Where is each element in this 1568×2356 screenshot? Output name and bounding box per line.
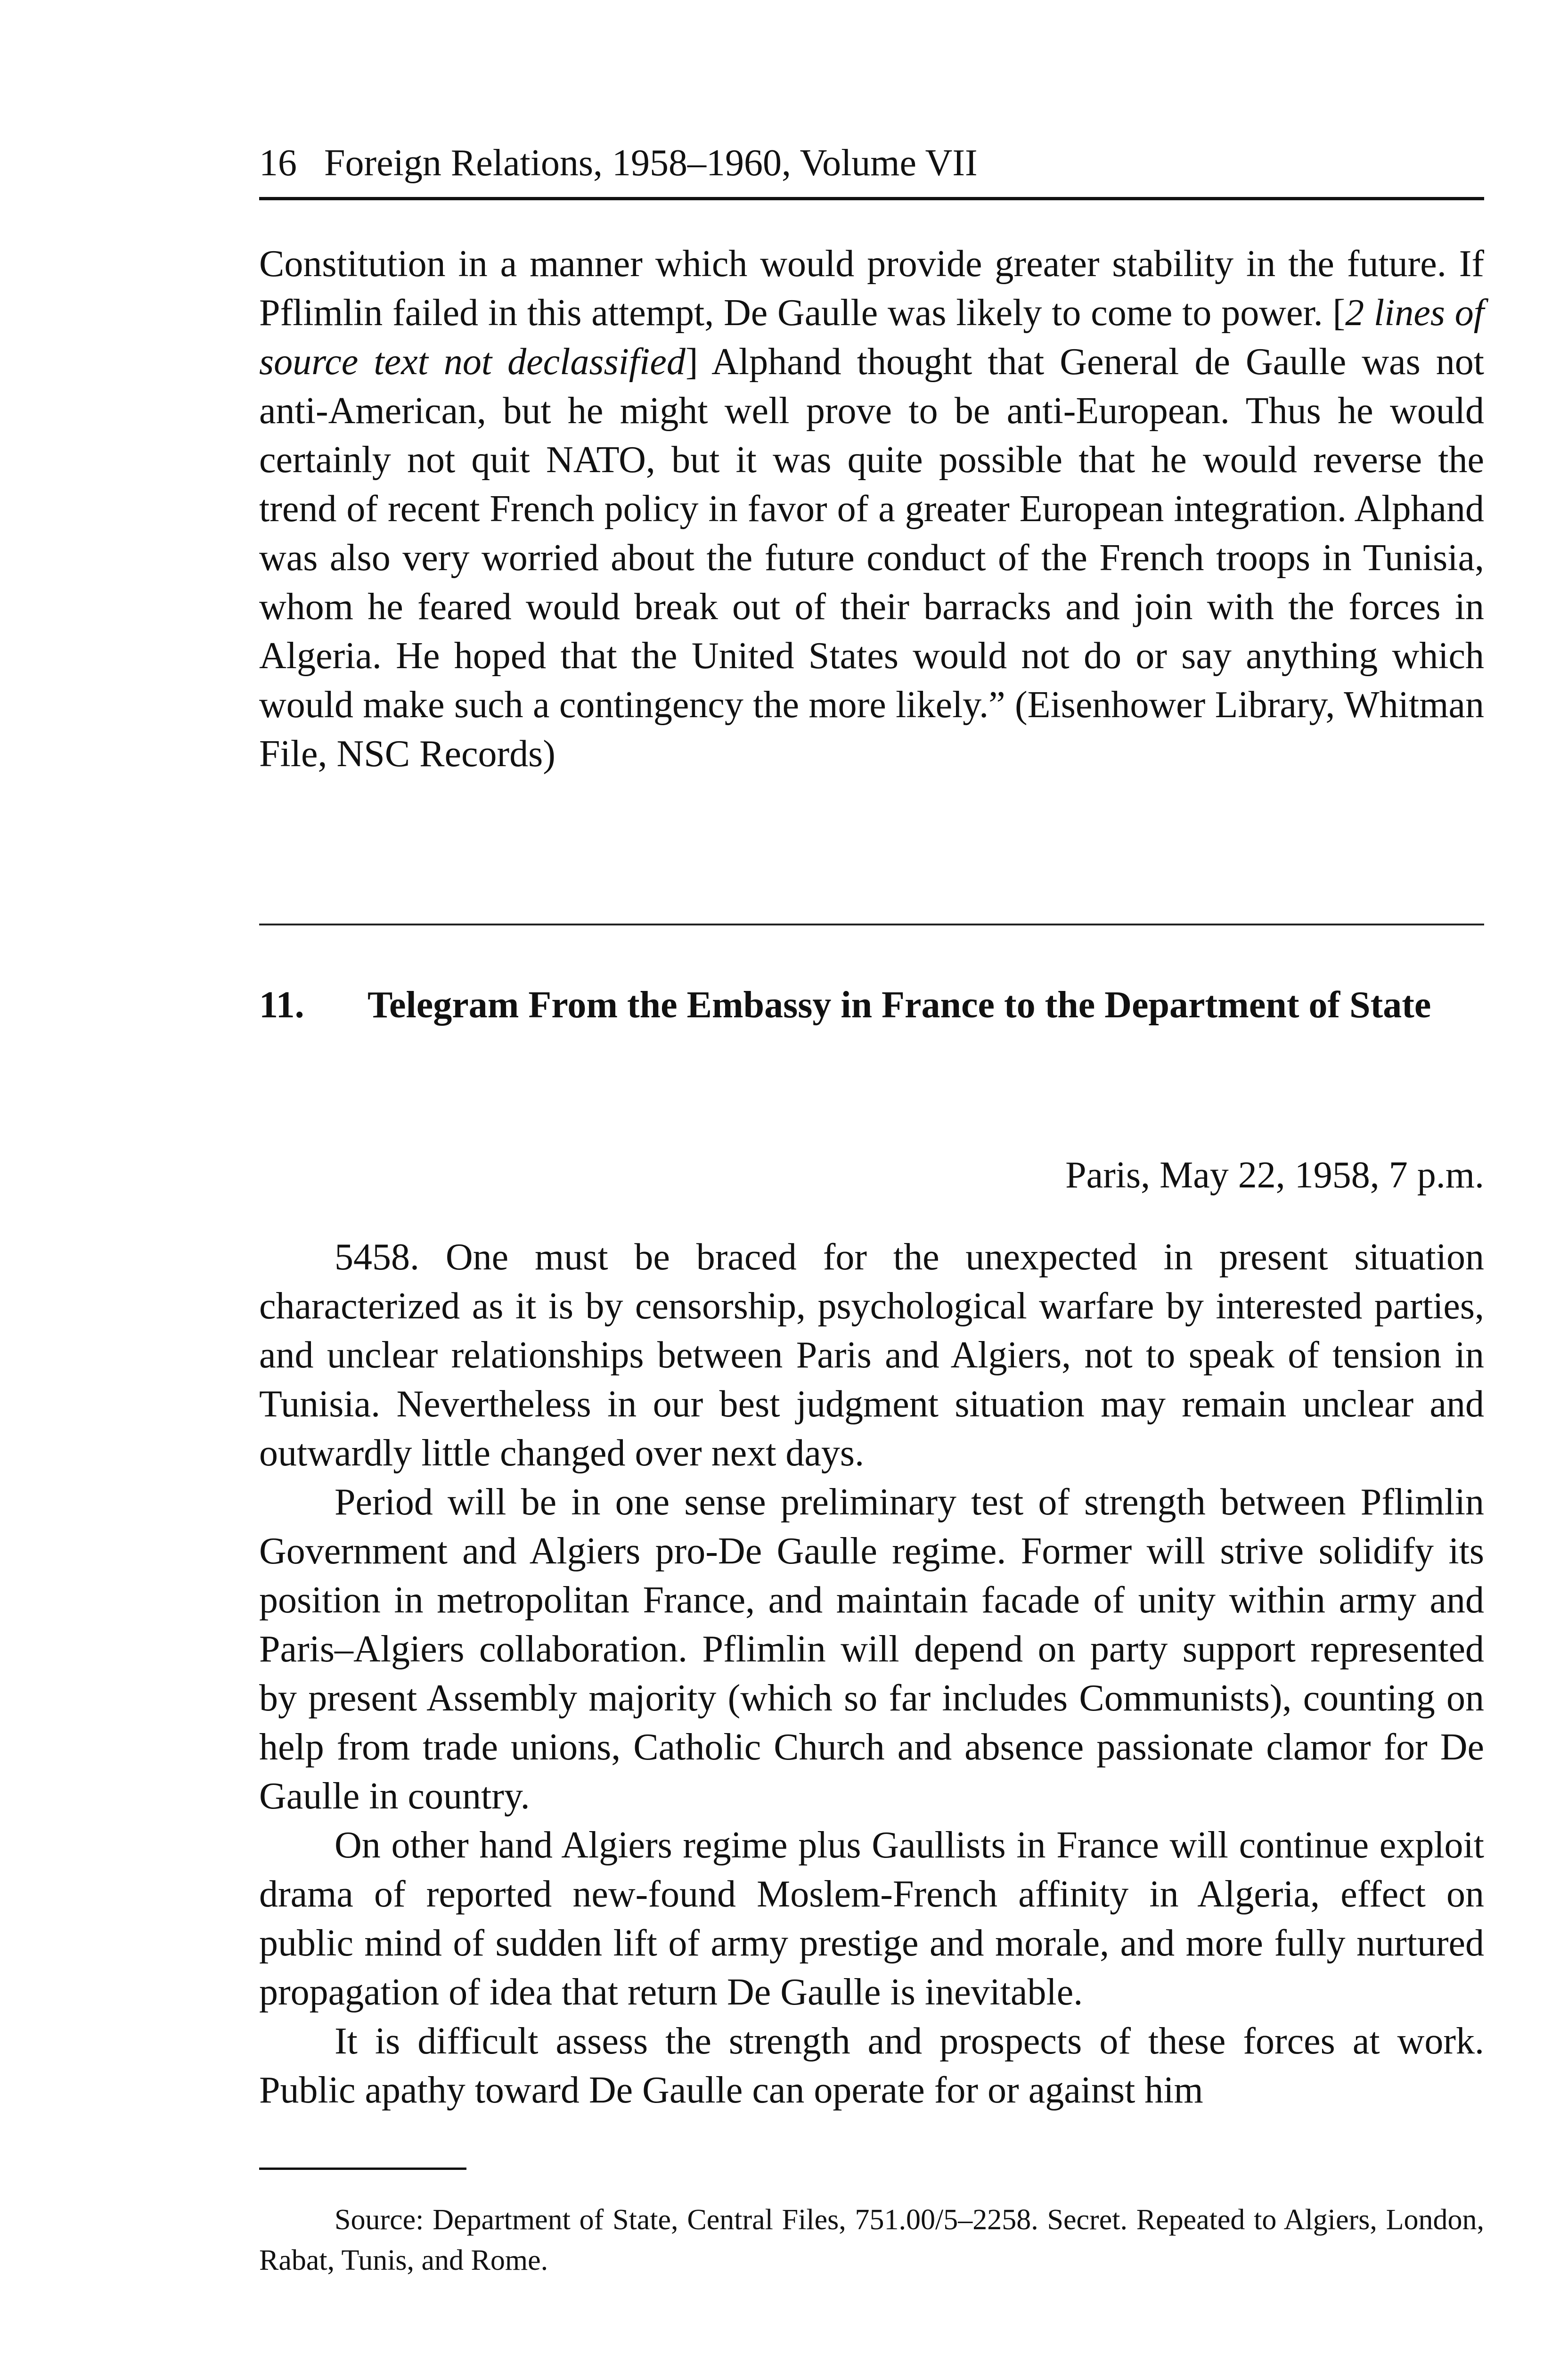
continued-text-before: Constitution in a manner which would provide greater stability in the future. If Pflimlin failed in this attempt, De Gaulle was likely to come to power. [ [259, 243, 1484, 334]
continued-paragraph [259, 239, 1484, 778]
continued-text-after: ] Alphand thought that General de Gaulle was not anti-American, but he might well prove to be anti-European. Thus he would certainly not quit NATO, but it was quite possible that he would reverse the trend of recent French policy in favor of a greater European integration. Alphand was also very worried about the future conduct of the French troops in Tunisia, whom he feared would break out of their barracks and join with the forces in Algeria. He hoped that the United States would not do or say anything which would make such a contingency the more likely.” (Eisenhower Library, Whitman File, NSC Records) [259, 341, 1485, 775]
continued-footnote-text [259, 239, 1484, 778]
source-footnote: Source: Department of State, Central Files, 751.00/5–2258. Secret. Repeated to Algiers, London, Rabat, Tunis, and Rome. [259, 2204, 1484, 2276]
telegram-paragraph: 5458. One must be braced for the unexpected in present situation characterized as it is by censorship, psychological warfare by interested parties, and unclear relationships between Paris and Algiers, not to speak of tension in Tunisia. Nevertheless in our best judgment situation may remain unclear and outwardly little changed over next days. [259, 1236, 1484, 1474]
declassification-note: 2 lines of source text not declassified [259, 292, 1485, 383]
page-number: 16 [259, 142, 297, 184]
document-number: 11. [259, 984, 304, 1026]
running-title: Foreign Relations, 1958–1960, Volume VII [324, 142, 978, 184]
document-title: Telegram From the Embassy in France to the Department of State [368, 984, 1431, 1026]
telegram-paragraph: It is difficult assess the strength and prospects of these forces at work. Public apathy toward De Gaulle can operate for or against him [259, 2021, 1484, 2111]
section-divider [259, 924, 1484, 925]
header-rule [259, 197, 1484, 200]
telegram-paragraph: Period will be in one sense preliminary test of strength between Pflimlin Government and Algiers pro-De Gaulle regime. Former will strive solidify its position in metropolitan France, and maintain facade of unity within army and Paris–Algiers collaboration. Pflimlin will depend on party support represented by present Assembly majority (which so far includes Communists), counting on help from trade unions, Catholic Church and absence passionate clamor for De Gaulle in country. [259, 1481, 1484, 1817]
document-heading [259, 980, 1484, 1030]
running-header [259, 139, 1484, 187]
telegram-paragraph: On other hand Algiers regime plus Gaullists in France will continue exploit drama of reported new-found Moslem-French affinity in Algeria, effect on public mind of sudden lift of army prestige and morale, and more fully nurtured propagation of idea that return De Gaulle is inevitable. [259, 1824, 1484, 2013]
footnote-rule [259, 2168, 466, 2170]
telegram-body [259, 1233, 1484, 2115]
dateline: Paris, May 22, 1958, 7 p.m. [1065, 1154, 1484, 1196]
